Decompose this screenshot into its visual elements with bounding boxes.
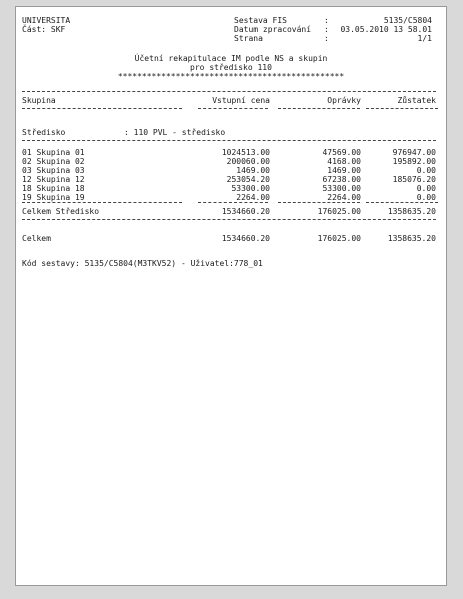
- row-depreciation: 47569.00: [322, 148, 361, 157]
- row-group: 18 Skupina 18: [22, 184, 85, 193]
- row-group: 02 Skupina 02: [22, 157, 85, 166]
- report-footer: Kód sestavy: 5135/C5804(M3TKV52) - Uživatel:778_01: [22, 259, 263, 268]
- row-residual: 0.00: [416, 193, 436, 202]
- col-residual: Zůstatek: [397, 96, 436, 105]
- header-rule-residual: [366, 108, 438, 109]
- row-residual: 195892.00: [392, 157, 436, 166]
- report-title: Účetní rekapitulace IM podle NS a skupin: [134, 54, 328, 63]
- row-residual: 976947.00: [392, 148, 436, 157]
- row-group: 01 Skupina 01: [22, 148, 85, 157]
- row-input-price: 2264.00: [236, 193, 270, 202]
- header-rule-input: [198, 108, 268, 109]
- subtotal-rule-group: [22, 202, 182, 203]
- subtotal-rule-input: [198, 202, 268, 203]
- row-input-price: 200060.00: [226, 157, 270, 166]
- row-group: 03 Skupina 03: [22, 166, 85, 175]
- total-residual: 1358635.20: [387, 234, 436, 243]
- subtotal-depreciation: 176025.00: [317, 207, 361, 216]
- title-stars: ***********************************************: [117, 72, 345, 81]
- row-depreciation: 2264.00: [327, 193, 361, 202]
- subtotal-input-price: 1534660.20: [221, 207, 270, 216]
- row-depreciation: 4168.00: [327, 157, 361, 166]
- row-input-price: 253054.20: [226, 175, 270, 184]
- total-input-price: 1534660.20: [221, 234, 270, 243]
- row-residual: 185076.20: [392, 175, 436, 184]
- colon-2: :: [324, 25, 329, 34]
- value-strana: 1/1: [417, 34, 432, 43]
- row-input-price: 1469.00: [236, 166, 270, 175]
- section-rule: [22, 140, 436, 141]
- report-subtitle: pro středisko 110: [190, 63, 272, 72]
- row-depreciation: 53300.00: [322, 184, 361, 193]
- report-page: [15, 6, 447, 586]
- row-depreciation: 1469.00: [327, 166, 361, 175]
- colon-1: :: [324, 16, 329, 25]
- subtotal-rule-depr: [278, 202, 360, 203]
- row-residual: 0.00: [416, 166, 436, 175]
- row-residual: 0.00: [416, 184, 436, 193]
- header-org: UNIVERSITA: [22, 16, 71, 25]
- header-part: Část: SKF: [22, 25, 66, 34]
- total-depreciation: 176025.00: [317, 234, 361, 243]
- header-rule-depr: [278, 108, 360, 109]
- subtotal-residual: 1358635.20: [387, 207, 436, 216]
- col-depreciation: Oprávky: [327, 96, 361, 105]
- col-group: Skupina: [22, 96, 56, 105]
- header-rule-top: [22, 91, 436, 92]
- value-datum: 03.05.2010 13 58.01: [340, 25, 432, 34]
- section-label: Středisko: [22, 128, 66, 137]
- header-rule-group: [22, 108, 182, 109]
- row-input-price: 53300.00: [231, 184, 270, 193]
- label-sestava: Sestava FIS: [234, 16, 287, 25]
- subtotal-rule-residual: [366, 202, 438, 203]
- label-datum: Datum zpracování: [234, 25, 312, 34]
- row-input-price: 1024513.00: [221, 148, 270, 157]
- colon-3: :: [324, 34, 329, 43]
- col-input-price: Vstupní cena: [212, 96, 270, 105]
- subtotal-label: Celkem Středisko: [22, 207, 100, 216]
- subtotal-rule-bottom: [22, 219, 436, 220]
- label-strana: Strana: [234, 34, 263, 43]
- row-group: 12 Skupina 12: [22, 175, 85, 184]
- total-label: Celkem: [22, 234, 51, 243]
- value-sestava: 5135/C5804: [383, 16, 432, 25]
- row-group: 19 Skupina 19: [22, 193, 85, 202]
- section-value: : 110 PVL - středisko: [124, 128, 226, 137]
- row-depreciation: 67238.00: [322, 175, 361, 184]
